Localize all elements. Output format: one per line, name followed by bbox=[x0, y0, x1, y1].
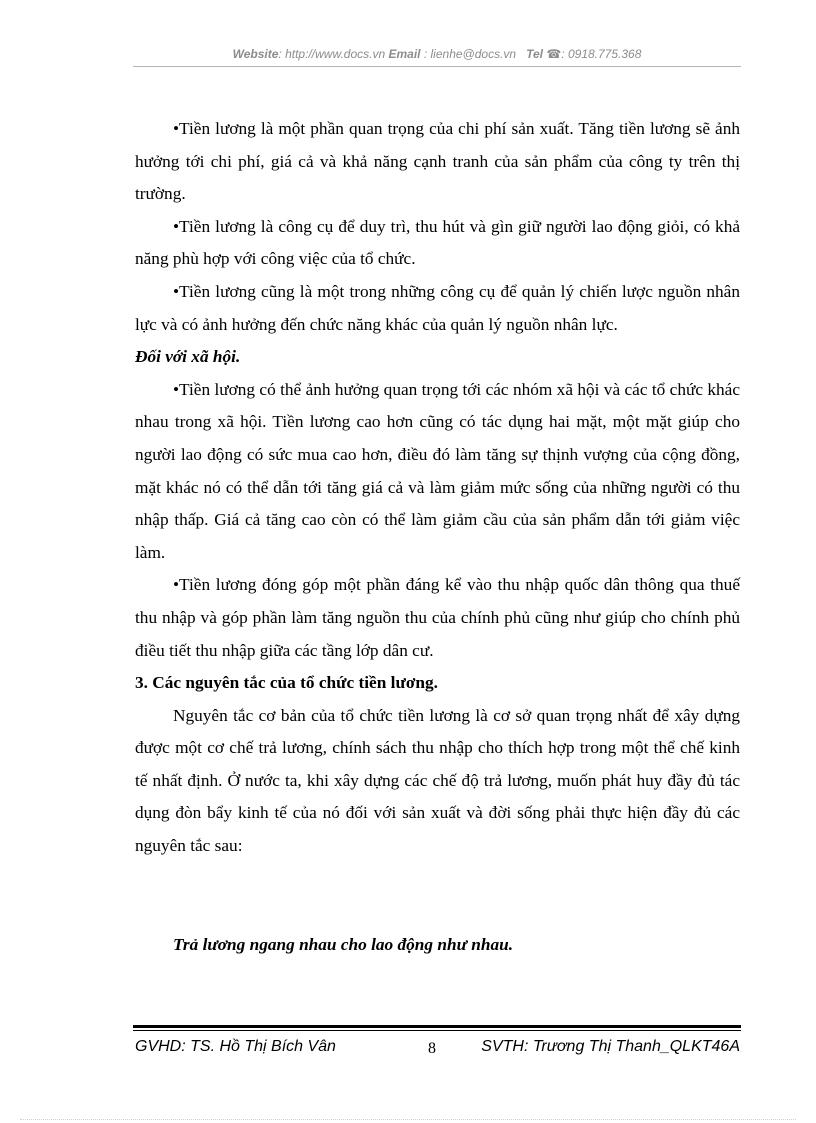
student-label: SVTH: Trương Thị Thanh_QLKT46A bbox=[481, 1038, 740, 1055]
paragraph-principles: Nguyên tắc cơ bản của tổ chức tiền lương là cơ sở quan trọng nhất để xây dựng được một cơ chế trả lương, chính sách thu nhập cho thích hợp trong một thể chế kinh tế nhất định. Ở nước ta, khi xây dựng các chế độ trả lương, muốn phát huy đầy đủ tác dụng đòn bẩy kinh tế của nó đối với sản xuất và đời sống phải thực hiện đầy đủ các nguyên tắc sau: bbox=[135, 705, 740, 856]
supervisor-label: GVHD: TS. Hồ Thị Bích Vân bbox=[135, 1038, 336, 1055]
website-value: : http://www.docs.vn bbox=[278, 47, 386, 61]
paragraph-retention: •Tiền lương là công cụ để duy trì, thu hút và gìn giữ người lao động giỏi, có khả năng phù hợp với công việc của tổ chức. bbox=[135, 216, 740, 269]
website-label: Website bbox=[232, 47, 279, 61]
email-value: : lienhe@docs.vn bbox=[423, 47, 517, 61]
footer-divider-thin bbox=[133, 1030, 741, 1031]
page-header bbox=[133, 47, 741, 61]
paragraph-national-income: •Tiền lương đóng góp một phần đáng kể vào thu nhập quốc dân thông qua thuế thu nhập và góp phần làm tăng nguồn thu của chính phủ cũng như giúp cho chính phủ điều tiết thu nhập giữa các tầng lớp dân cư. bbox=[135, 575, 740, 660]
page-number: 8 bbox=[428, 1040, 436, 1057]
paragraph-social-impact: •Tiền lương có thể ảnh hưởng quan trọng tới các nhóm xã hội và các tổ chức khác nhau trong xã hội. Tiền lương cao hơn cũng có tác dụng hai mặt, một mặt giúp cho người lao động có sức mua cao hơn, điều đó làm tăng sự thịnh vượng của cộng đồng, mặt khác nó có thể dẫn tới tăng giá cả và làm giảm mức sống của những người có thu nhập thấp. Giá cả tăng cao còn có thể làm giảm cầu của sản phẩm dẫn tới giảm việc làm. bbox=[135, 379, 740, 562]
heading-section-3: 3. Các nguyên tắc của tổ chức tiền lương. bbox=[135, 673, 438, 693]
paragraph-strategy: •Tiền lương cũng là một trong những công cụ để quản lý chiến lược nguồn nhân lực và có ảnh hưởng đến chức năng khác của quản lý nguồn nhân lực. bbox=[135, 281, 740, 334]
email-label: Email bbox=[388, 47, 421, 61]
document-body bbox=[135, 113, 740, 961]
spacer bbox=[135, 863, 740, 929]
page-bottom-edge bbox=[20, 1119, 796, 1120]
tel-value: : 0918.775.368 bbox=[561, 47, 642, 61]
subheading-equal-pay: Trả lương ngang nhau cho lao động như nhau. bbox=[173, 934, 514, 954]
tel-label: Tel bbox=[526, 47, 543, 61]
footer-divider-thick bbox=[133, 1025, 741, 1028]
phone-icon: ☎ bbox=[546, 47, 562, 61]
paragraph-cost: •Tiền lương là một phần quan trọng của chi phí sản xuất. Tăng tiền lương sẽ ảnh hưởng tới chi phí, giá cả và khả năng cạnh tranh của sản phẩm của công ty trên thị trường. bbox=[135, 119, 740, 204]
page-footer bbox=[135, 1038, 740, 1062]
heading-society: Đối với xã hội. bbox=[135, 347, 241, 367]
header-divider bbox=[133, 66, 741, 67]
